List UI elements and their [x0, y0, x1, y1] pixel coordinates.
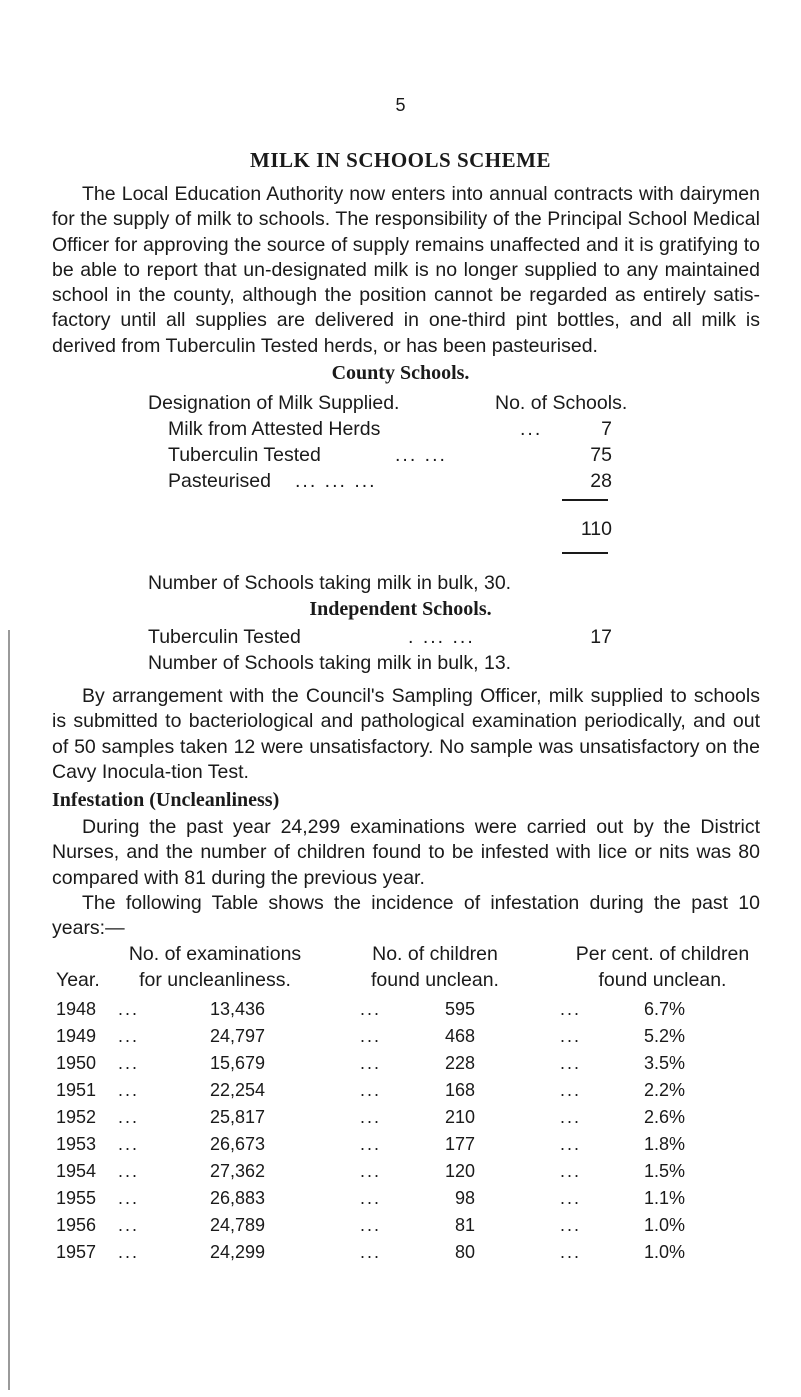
table-row [0, 1023, 801, 1050]
leader-dots: ... [560, 1242, 582, 1262]
leader-dots: ... [360, 1134, 382, 1154]
children-header-line1: No. of children [372, 943, 498, 965]
leader-dots: ... [118, 1026, 140, 1046]
county-row [0, 468, 801, 494]
county-row [0, 442, 801, 468]
leader-dots: ... [560, 1026, 582, 1046]
leader-dots: ... [560, 1080, 582, 1100]
independent-bulk-row [0, 650, 801, 676]
leader-dots: ... [360, 1026, 382, 1046]
table-row [0, 1077, 801, 1104]
year-cell: 1957 [56, 1242, 97, 1262]
leader-dots: ... [118, 999, 140, 1019]
leader-dots: ... [118, 1107, 140, 1127]
county-header-row [0, 390, 801, 416]
leader-dots: ... [118, 1242, 140, 1262]
leader-dots: ... [560, 1053, 582, 1073]
percent-cell: 6.7% [643, 999, 685, 1019]
exams-cell: 24,797 [209, 1026, 265, 1046]
exams-cell: 22,254 [209, 1080, 265, 1100]
leader-dots: ... [360, 1107, 382, 1127]
year-cell: 1954 [56, 1161, 97, 1181]
county-row-label: Milk from Attested Herds [168, 418, 381, 440]
sum-rule-bottom [562, 552, 608, 554]
table-intro-text: The following Table shows the incidence of infestation during the past 10 years:— [52, 892, 760, 940]
leader-dots: ... [560, 999, 582, 1019]
leader-dots: ... [360, 1215, 382, 1235]
percent-cell: 2.6% [643, 1107, 685, 1127]
infestation-text: During the past year 24,299 examinations were carried out by the District Nurses, and the number of children found to be infested with lice or nits was 80 compared with 81 during the previous year. [52, 816, 760, 889]
leader-dots: ... [560, 1134, 582, 1154]
children-cell: 98 [454, 1188, 475, 1208]
table-row [0, 1185, 801, 1212]
table-intro-paragraph [52, 891, 760, 942]
independent-schools-heading: Independent Schools. [309, 598, 492, 620]
leader-dots: ... [560, 1215, 582, 1235]
exams-cell: 25,817 [209, 1107, 265, 1127]
leader-dots: ... [360, 1080, 382, 1100]
leader-dots: . ... ... [408, 626, 475, 648]
children-cell: 81 [454, 1215, 475, 1235]
leader-dots: ... [360, 999, 382, 1019]
exams-cell: 15,679 [209, 1053, 265, 1073]
children-cell: 120 [444, 1161, 475, 1181]
leader-dots: ... [560, 1188, 582, 1208]
year-cell: 1949 [56, 1026, 97, 1046]
leader-dots: ... [560, 1161, 582, 1181]
percent-header-line2: found unclean. [598, 969, 727, 991]
intro-paragraph [52, 182, 760, 359]
children-cell: 595 [444, 999, 475, 1019]
independent-bulk-note: Number of Schools taking milk in bulk, 13. [148, 652, 512, 674]
children-header-line2: found unclean. [371, 969, 499, 991]
county-row-value: 28 [590, 470, 612, 492]
table-row [0, 996, 801, 1023]
exams-cell: 24,789 [209, 1215, 265, 1235]
sum-rule-top [562, 499, 608, 501]
table-row [0, 1158, 801, 1185]
year-cell: 1956 [56, 1215, 97, 1235]
percent-cell: 1.5% [643, 1161, 685, 1181]
year-cell: 1953 [56, 1134, 97, 1154]
table-row [0, 1131, 801, 1158]
independent-row-value: 17 [590, 626, 612, 648]
year-header: Year. [56, 969, 100, 991]
leader-dots: ... [360, 1161, 382, 1181]
percent-cell: 5.2% [643, 1026, 685, 1046]
page-title: MILK IN SCHOOLS SCHEME [250, 148, 551, 172]
children-cell: 468 [444, 1026, 475, 1046]
table-row [0, 1239, 801, 1266]
table-row [0, 1104, 801, 1131]
designation-column-header: Designation of Milk Supplied. [148, 392, 400, 414]
year-cell: 1955 [56, 1188, 97, 1208]
county-row [0, 416, 801, 442]
independent-row [0, 624, 801, 650]
leader-dots: ... [118, 1134, 140, 1154]
leader-dots: ... ... [395, 444, 447, 466]
exams-cell: 26,883 [209, 1188, 265, 1208]
leader-dots: ... [360, 1242, 382, 1262]
county-row-value: 7 [601, 418, 612, 440]
exams-cell: 13,436 [209, 999, 265, 1019]
leader-dots: ... [360, 1188, 382, 1208]
exams-cell: 24,299 [209, 1242, 265, 1262]
county-total: 110 [580, 518, 612, 540]
year-cell: 1951 [56, 1080, 97, 1100]
exams-cell: 26,673 [209, 1134, 265, 1154]
exams-header-line1: No. of examinations [128, 943, 302, 965]
sampling-text: By arrangement with the Council's Sampling Officer, milk supplied to schools is submitted to bacteriological and pathological examination periodically, and out of 50 samples taken 12 were unsatisfactory. No sample was unsatisfactory on the Cavy Inocula-tion Test. [52, 685, 760, 783]
leader-dots: ... ... ... [295, 470, 377, 492]
children-cell: 228 [444, 1053, 475, 1073]
infestation-paragraph [52, 815, 760, 891]
table-row [0, 1050, 801, 1077]
leader-dots: ... [118, 1188, 140, 1208]
leader-dots: ... [520, 418, 543, 440]
leader-dots: ... [118, 1215, 140, 1235]
leader-dots: ... [560, 1107, 582, 1127]
leader-dots: ... [118, 1053, 140, 1073]
exams-header-line2: for uncleanliness. [139, 969, 291, 991]
percent-cell: 3.5% [643, 1053, 685, 1073]
children-cell: 80 [454, 1242, 475, 1262]
intro-text: The Local Education Authority now enters into annual contracts with dairymen for the supply of milk to schools. The responsibility of the Principal School Medical Officer for approving the source of supply remains unaffected and it is gratifying to be able to report that un-designated milk is no longer supplied to any maintained school in the county, although the position cannot be regarded as entirely satis-factory until all supplies are delivered in one-third pint bottles, and all milk is derived from Tuberculin Tested herds, or has been pasteurised. [52, 183, 760, 357]
page-number: 5 [395, 95, 406, 115]
children-cell: 177 [444, 1134, 475, 1154]
percent-cell: 2.2% [643, 1080, 685, 1100]
percent-cell: 1.1% [643, 1188, 685, 1208]
year-cell: 1952 [56, 1107, 97, 1127]
infestation-heading: Infestation (Uncleanliness) [52, 789, 280, 811]
year-cell: 1948 [56, 999, 97, 1019]
county-total-row [0, 516, 801, 542]
percent-cell: 1.8% [643, 1134, 685, 1154]
year-cell: 1950 [56, 1053, 97, 1073]
leader-dots: ... [360, 1053, 382, 1073]
independent-row-label: Tuberculin Tested [148, 626, 301, 648]
leader-dots: ... [118, 1161, 140, 1181]
exams-cell: 27,362 [209, 1161, 265, 1181]
sampling-paragraph [52, 684, 760, 785]
percent-cell: 1.0% [643, 1215, 685, 1235]
leader-dots: ... [118, 1080, 140, 1100]
county-bulk-row [0, 570, 801, 596]
county-row-label: Pasteurised [168, 470, 271, 492]
percent-cell: 1.0% [643, 1242, 685, 1262]
children-cell: 210 [444, 1107, 475, 1127]
county-bulk-note: Number of Schools taking milk in bulk, 30. [148, 572, 512, 594]
percent-header-line1: Per cent. of children [575, 943, 750, 965]
county-row-value: 75 [590, 444, 612, 466]
county-row-label: Tuberculin Tested [168, 444, 321, 466]
county-schools-heading: County Schools. [331, 362, 470, 384]
table-row [0, 1212, 801, 1239]
children-cell: 168 [444, 1080, 475, 1100]
schools-column-header: No. of Schools. [495, 392, 628, 414]
